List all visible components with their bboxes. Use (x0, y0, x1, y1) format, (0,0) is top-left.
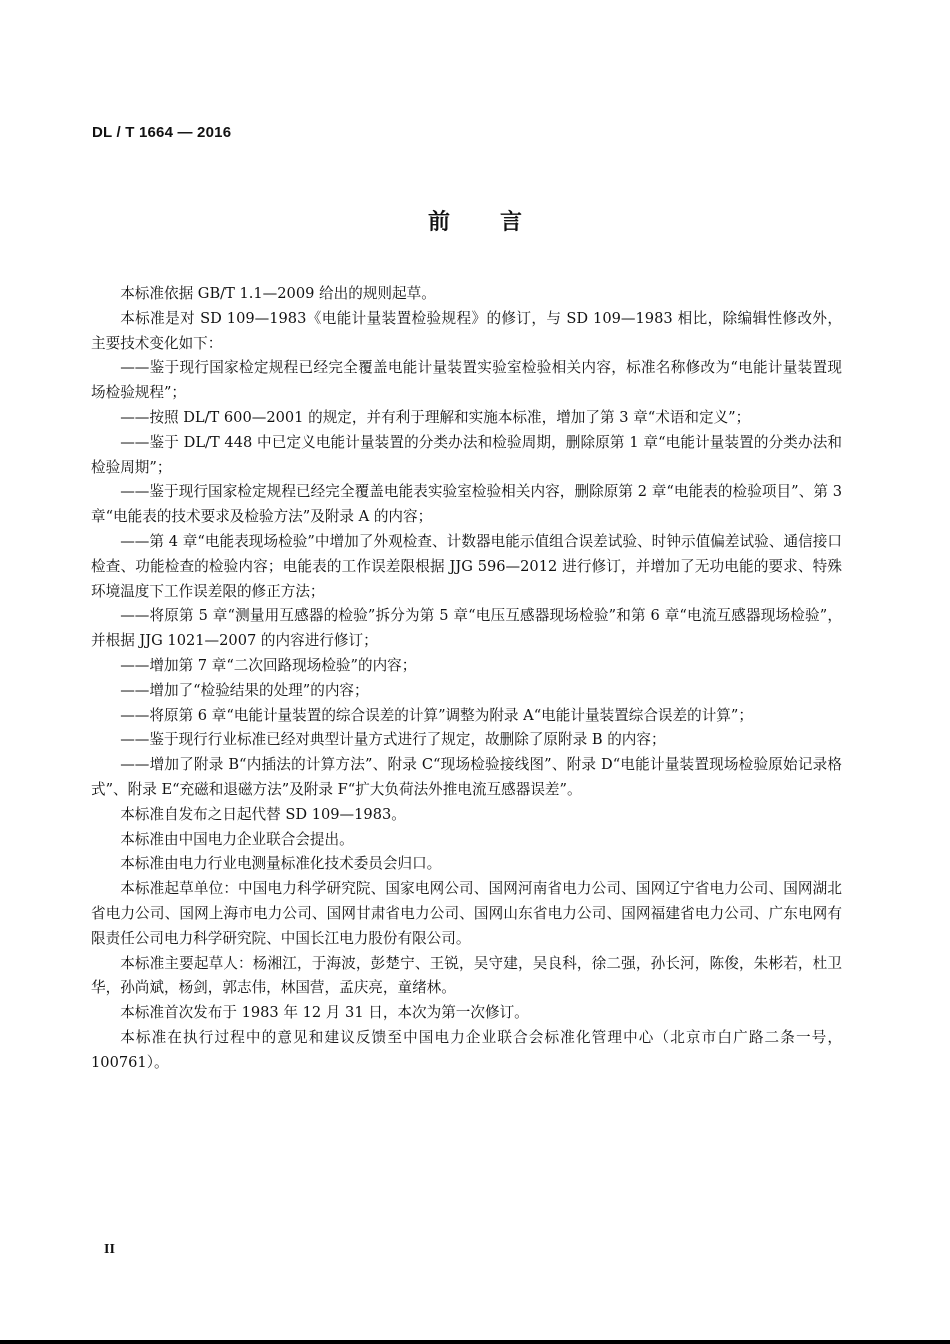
paragraph: ——将原第 6 章“电能计量装置的综合误差的计算”调整为附录 A“电能计量装置综合误差的计算”； (120, 706, 753, 724)
paragraph: ——将原第 5 章“测量用互感器的检验”拆分为第 5 章“电压互感器现场检验”和第 6 章“电流互感器现场检验”，并根据 JJG 1021—2007 的内容进行修订； (91, 607, 842, 650)
page-title (0, 205, 950, 236)
paragraph: 本标准主要起草人：杨湘江，于海波，彭楚宁、王锐，吴守建，吴良科，徐二强，孙长河，陈俊，朱彬若，杜卫华，孙尚斌，杨剑，郭志伟，林国营，孟庆亮，童绪林。 (91, 954, 842, 997)
paragraph: 本标准在执行过程中的意见和建议反馈至中国电力企业联合会标准化管理中心（北京市白广路二条一号，100761）。 (91, 1028, 842, 1071)
paragraph: ——按照 DL/T 600—2001 的规定，并有利于理解和实施本标准，增加了第 3 章“术语和定义”； (120, 408, 751, 426)
paragraph: 本标准由电力行业电测量标准化技术委员会归口。 (120, 855, 442, 873)
title-char-1: 前 (427, 210, 450, 235)
title-char-2: 言 (500, 210, 523, 235)
paragraph: 本标准自发布之日起代替 SD 109—1983。 (120, 805, 406, 823)
paragraph: ——第 4 章“电能表现场检验”中增加了外观检查、计数器电能示值组合误差试验、时钟示值偏差试验、通信接口检查、功能检查的检验内容；电能表的工作误差限根据 JJG 596—2012 进行修订，并增加了无功电能的要求、特殊环境温度下工作误差限的修正方法； (91, 532, 842, 600)
paragraph: 本标准起草单位：中国电力科学研究院、国家电网公司、国网河南省电力公司、国网辽宁省电力公司、国网湖北省电力公司、国网上海市电力公司、国网甘肃省电力公司、国网山东省电力公司、国网福建省电力公司、广东电网有限责任公司电力科学研究院、中国长江电力股份有限公司。 (91, 880, 842, 947)
foreword-body (91, 282, 842, 1076)
paragraph: ——鉴于 DL/T 448 中已定义电能计量装置的分类办法和检验周期，删除原第 1 章“电能计量装置的分类办法和检验周期”； (91, 433, 842, 476)
page-number: II (104, 1242, 115, 1257)
standard-number: DL / T 1664 — 2016 (92, 124, 232, 141)
paragraph: 本标准是对 SD 109—1983《电能计量装置检验规程》的修订，与 SD 109—1983 相比，除编辑性修改外，主要技术变化如下： (91, 309, 842, 352)
paragraph: ——鉴于现行国家检定规程已经完全覆盖电能表实验室检验相关内容，删除原第 2 章“电能表的检验项目”、第 3 章“电能表的技术要求及检验方法”及附录 A 的内容； (91, 483, 842, 526)
paragraph: ——鉴于现行国家检定规程已经完全覆盖电能计量装置实验室检验相关内容，标准名称修改为“电能计量装置现场检验规程”； (91, 359, 842, 402)
paragraph: ——增加第 7 章“二次回路现场检验”的内容； (120, 656, 417, 674)
paragraph: ——增加了“检验结果的处理”的内容； (120, 681, 369, 699)
paragraph: 本标准由中国电力企业联合会提出。 (120, 830, 354, 848)
paragraph: ——增加了附录 B“内插法的计算方法”、附录 C“现场检验接线图”、附录 D“电能计量装置现场检验原始记录格式”、附录 E“充磁和退磁方法”及附录 F“扩大负荷法外推电流互感器误差”。 (91, 756, 842, 798)
page-bottom-border (0, 1340, 950, 1344)
paragraph: 本标准依据 GB/T 1.1—2009 给出的规则起草。 (120, 285, 436, 302)
paragraph: ——鉴于现行行业标准已经对典型计量方式进行了规定，故删除了原附录 B 的内容； (120, 731, 666, 749)
paragraph: 本标准首次发布于 1983 年 12 月 31 日，本次为第一次修订。 (120, 1004, 529, 1022)
